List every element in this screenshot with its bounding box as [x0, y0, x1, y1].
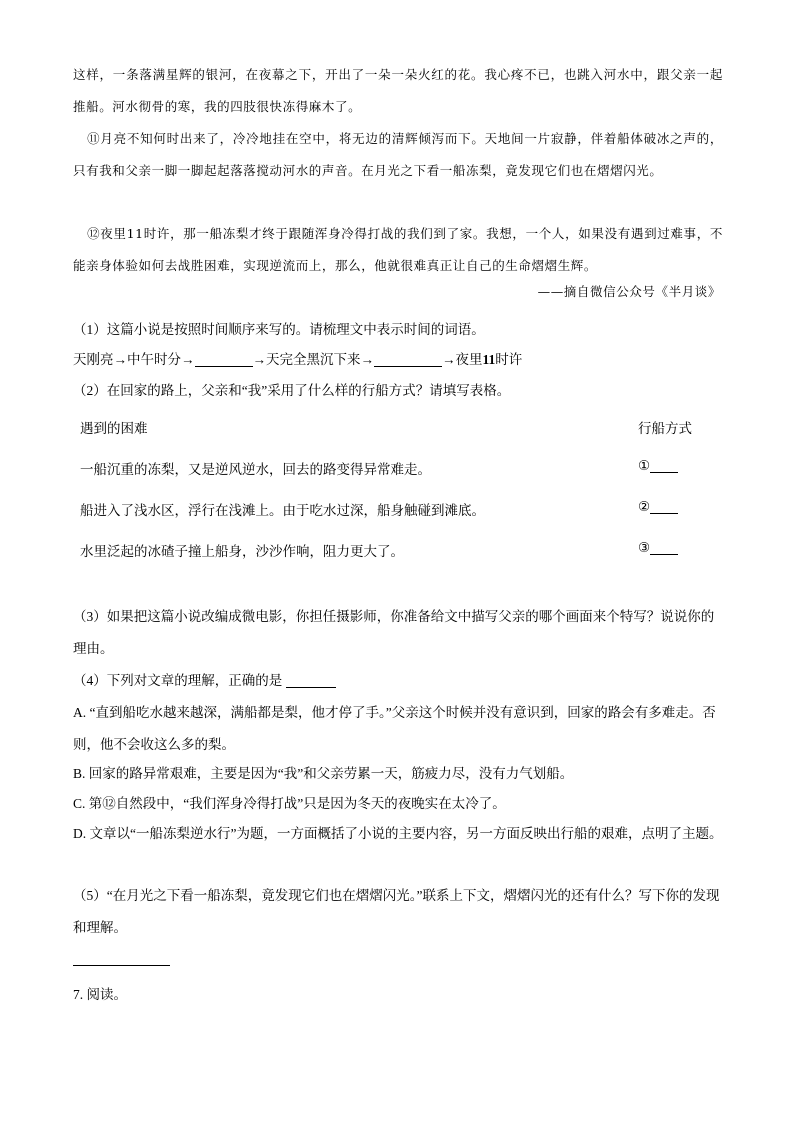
answer-mark-1: ① [638, 458, 651, 473]
story-paragraph-12 [73, 218, 723, 282]
question-5-prompt: （5）“在月光之下看一船冻梨，竟发现它们也在熠熠闪光。”联系上下文，熠熠闪光的还有什么？写下你的发现和理解。 [73, 888, 720, 935]
option-d: D. 文章以“一船冻梨逆水行”为题，一方面概括了小说的主要内容，另一方面反映出行船的艰难，点明了主题。 [73, 826, 723, 841]
table-header-difficulty: 遇到的困难 [80, 421, 148, 436]
question-4-text: （4）下列对文章的理解，正确的是 [73, 673, 283, 688]
timeline-part-2: →天完全黑沉下来→ [252, 352, 374, 367]
table-cell-method [638, 499, 678, 515]
question-1-timeline [73, 348, 522, 368]
question-4-prompt [73, 669, 336, 689]
table-header-method: 行船方式 [638, 421, 692, 436]
story-paragraph-11 [73, 123, 723, 187]
answer-blank-row-3[interactable] [650, 540, 678, 555]
table-cell-difficulty: 一船沉重的冻梨，又是逆风逆水，回去的路变得异常难走。 [80, 462, 431, 477]
timeline-part-1: 天刚亮→中午时分→ [73, 352, 195, 367]
table-cell-difficulty: 船进入了浅水区，浮行在浅滩上。由于吃水过深，船身触碰到滩底。 [80, 503, 485, 518]
answer-blank-2[interactable] [374, 352, 442, 367]
question-3-prompt: （3）如果把这篇小说改编成微电影，你担任摄影师，你准备给文中描写父亲的哪个画面来个特写？说说你的理由。 [73, 609, 715, 656]
answer-blank-1[interactable] [195, 352, 253, 367]
answer-blank-row-2[interactable] [650, 499, 678, 514]
table-cell-difficulty: 水里泛起的冰碴子撞上船身，沙沙作响，阻力更大了。 [80, 544, 404, 559]
table-cell-method [638, 540, 678, 556]
table-cell-method [638, 458, 678, 474]
timeline-hour: 11 [482, 352, 496, 367]
footnote-divider [73, 965, 170, 966]
option-b: B. 回家的路异常艰难，主要是因为“我”和父亲劳累一天，筋疲力尽，没有力气划船。 [73, 766, 574, 781]
question-1-prompt: （1）这篇小说是按照时间顺序来写的。请梳理文中表示时间的词语。 [73, 322, 485, 337]
option-c: C. 第⑫自然段中，“我们浑身冷得打战”只是因为冬天的夜晚实在太冷了。 [73, 796, 506, 811]
next-question-label: 7. 阅读。 [73, 987, 127, 1002]
story-paragraph-12-text: ⑫夜里11时许，那一船冻梨才终于跟随浑身冷得打战的我们到了家。我想，一个人，如果没有遇到过难事，不能亲身体验如何去战胜困难，实现逆流而上，那么，他就很难真正让自己的生命熠熠生辉。 [73, 226, 723, 273]
timeline-part-4: 时许 [495, 352, 523, 367]
story-paragraph-continued: 这样，一条落满星辉的银河，在夜幕之下，开出了一朵一朵火红的花。我心疼不已，也跳入河水中，跟父亲一起推船。河水彻骨的寒，我的四肢很快冻得麻木了。 [73, 67, 723, 114]
answer-mark-3: ③ [638, 540, 651, 555]
source-attribution: ——摘自微信公众号《半月谈》 [537, 284, 721, 299]
timeline-part-3: →夜里 [442, 352, 483, 367]
answer-blank-row-1[interactable] [650, 458, 678, 473]
question-2-prompt: （2）在回家的路上，父亲和“我”采用了什么样的行船方式？请填写表格。 [73, 383, 511, 398]
story-paragraph-11-text: ⑪月亮不知何时出来了，冷冷地挂在空中，将无边的清辉倾泻而下。天地间一片寂静，伴着船体破冰之声的，只有我和父亲一脚一脚起起落落搅动河水的声音。在月光之下看一船冻梨，竟发现它们也在熠熠闪光。 [73, 131, 723, 178]
answer-mark-2: ② [638, 499, 651, 514]
answer-blank-q4[interactable] [286, 673, 336, 688]
option-a: A. “直到船吃水越来越深，满船都是梨，他才停了手。”父亲这个时候并没有意识到，回家的路会有多难走。否则，他不会收这么多的梨。 [73, 705, 716, 752]
